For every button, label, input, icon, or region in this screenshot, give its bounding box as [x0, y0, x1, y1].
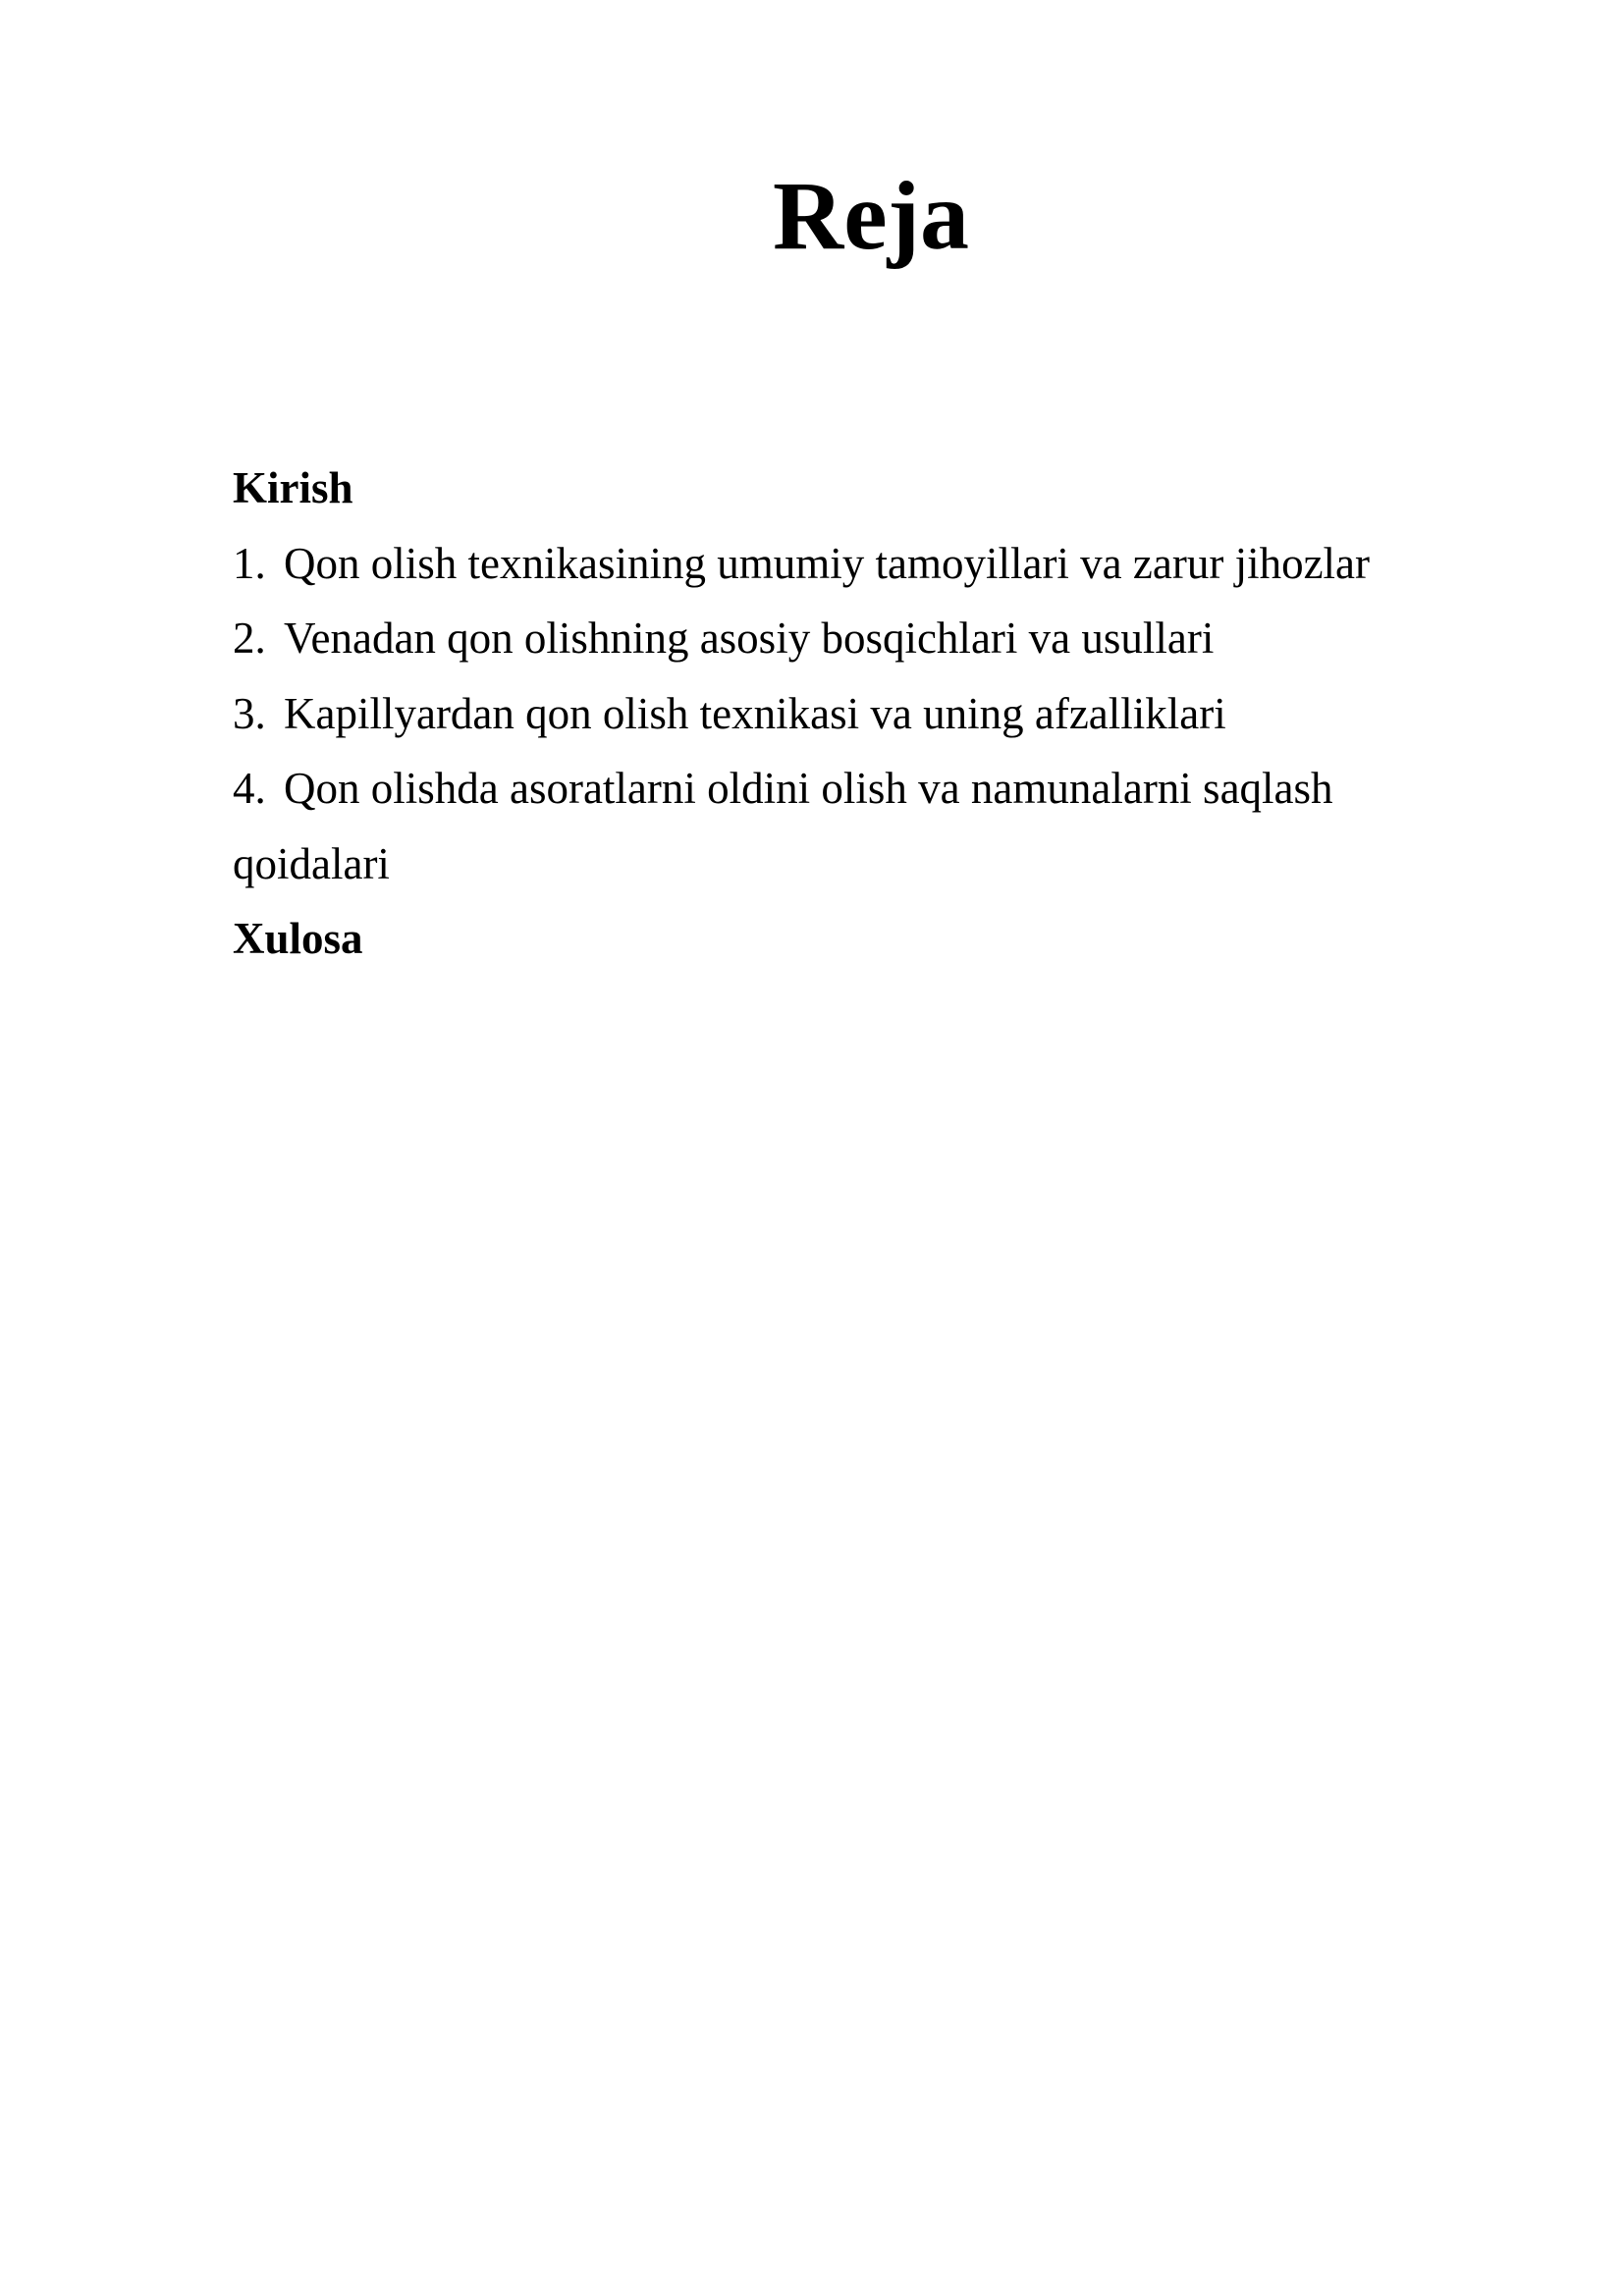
intro-heading: Kirish — [233, 463, 353, 512]
plan-item-number: 2. — [233, 614, 266, 663]
page-title: Reja — [773, 161, 969, 270]
plan-item-2 — [233, 601, 1460, 676]
plan-item-text: Kapillyardan qon olish texnikasi va uning afzalliklari — [284, 688, 1226, 738]
plan-item-3 — [233, 676, 1460, 752]
plan-item-text: Qon olish texnikasining umumiy tamoyillari va zarur jihozlar — [284, 538, 1371, 588]
plan-item-number: 3. — [233, 688, 266, 738]
plan-item-text: Qon olishda asoratlarni oldini olish va namunalarni saqlash — [284, 764, 1333, 813]
plan-item-number: 4. — [233, 764, 266, 813]
plan-item-text: Venadan qon olishning asosiy bosqichlari va usullari — [284, 614, 1215, 663]
plan-item-4-continuation: qoidalari — [233, 838, 390, 888]
conclusion-heading: Xulosa — [233, 914, 363, 963]
plan-contents — [233, 451, 1460, 977]
plan-item-4 — [233, 751, 1460, 827]
plan-item-1 — [233, 526, 1460, 602]
plan-item-number: 1. — [233, 538, 266, 588]
